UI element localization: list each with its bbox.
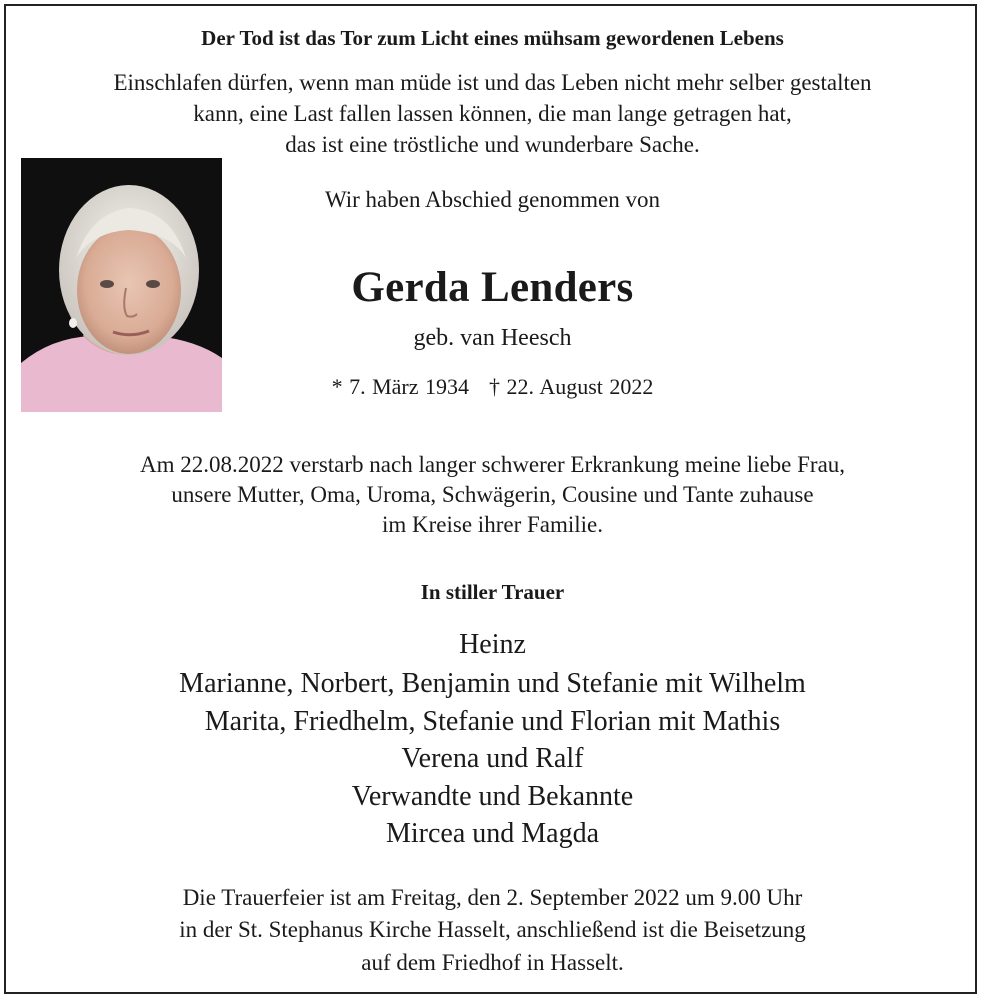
mourning-label: In stiller Trauer [420,580,565,604]
birth-date: * 7. März 1934 [331,374,470,399]
mourner-line: Marianne, Norbert, Benjamin und Stefanie mit Wilhelm [179,668,806,699]
maiden-name: geb. van Heesch [413,325,572,351]
mourner-line: Heinz [459,629,526,660]
ceremony-line: Die Trauerfeier ist am Freitag, den 2. September 2022 um 9.00 Uhr [182,885,803,910]
ceremony-line: in der St. Stephanus Kirche Hasselt, anschließend ist die Beisetzung [179,917,806,942]
farewell-text: Wir haben Abschied genommen von [324,187,661,212]
mourner-line: Marita, Friedhelm, Stefanie und Florian mit Mathis [204,706,781,737]
announcement-line: unsere Mutter, Oma, Uroma, Schwägerin, Cousine und Tante zuhause [171,482,814,507]
mourner-line: Verena und Ralf [401,743,584,774]
mourner-line: Mircea und Magda [385,818,600,849]
motto-line: kann, eine Last fallen lassen können, die man lange getragen hat, [193,101,792,126]
announcement-line: im Kreise ihrer Familie. [382,512,603,537]
life-dates [260,374,725,400]
motto-title: Der Tod ist das Tor zum Licht eines mühsam gewordenen Lebens [201,26,784,50]
mourner-line: Verwandte und Bekannte [351,781,634,812]
motto-line: das ist eine tröstliche und wunderbare Sache. [285,132,700,157]
death-date: † 22. August 2022 [489,374,654,399]
ceremony-line: auf dem Friedhof in Hasselt. [361,950,624,975]
motto-line: Einschlafen dürfen, wenn man müde ist und das Leben nicht mehr selber gestalten [113,70,872,95]
announcement-line: Am 22.08.2022 verstarb nach langer schwerer Erkrankung meine liebe Frau, [139,452,846,477]
deceased-name: Gerda Lenders [351,264,634,311]
